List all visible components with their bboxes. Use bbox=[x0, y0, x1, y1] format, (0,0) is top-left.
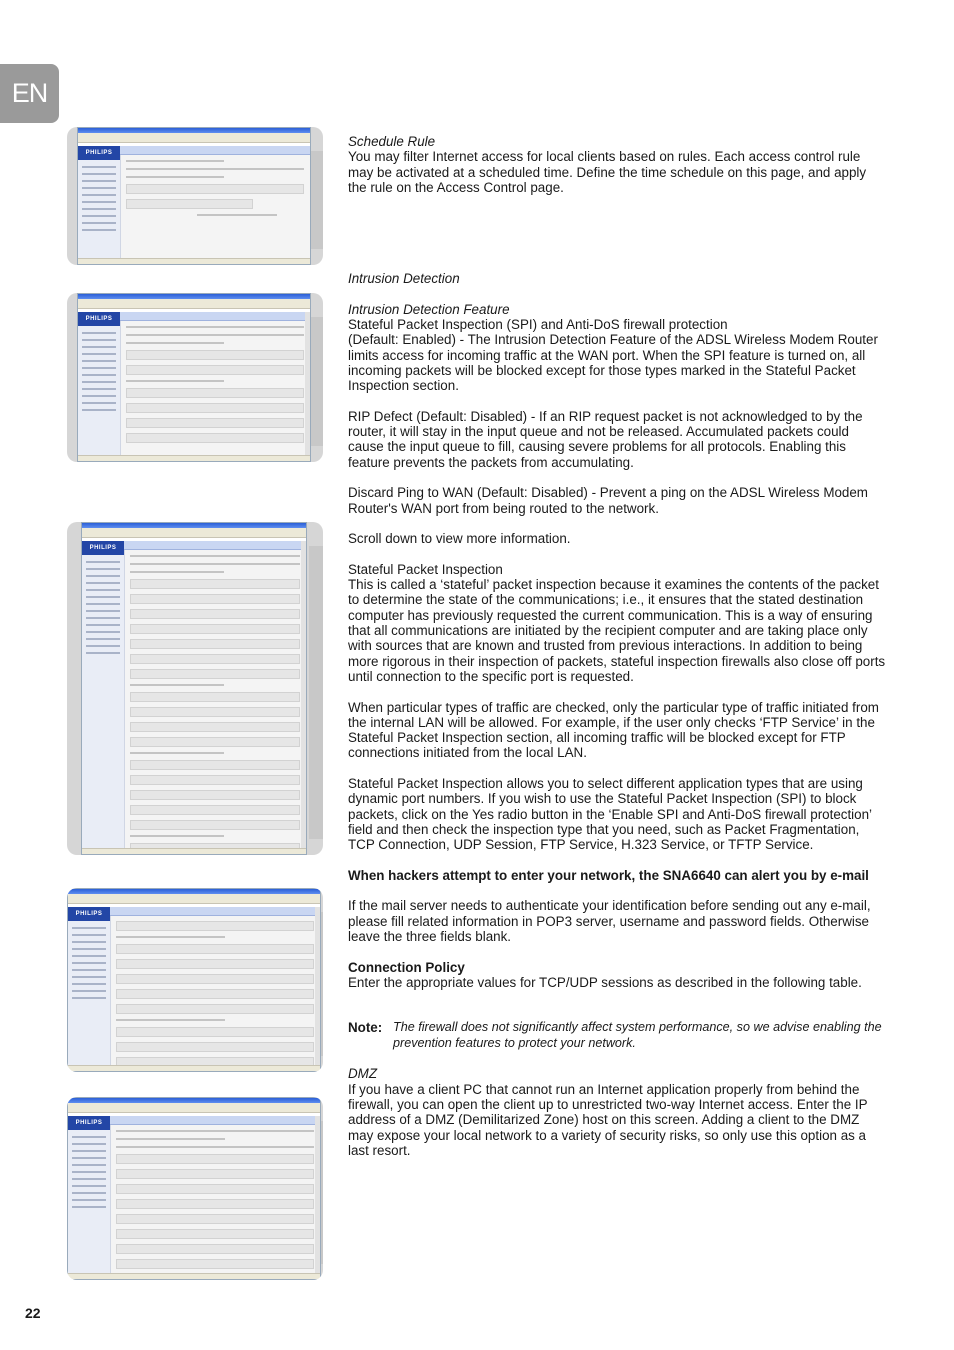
scroll-down-note: Scroll down to view more information. bbox=[348, 531, 571, 547]
note bbox=[348, 1020, 888, 1051]
thumbnail-wedge bbox=[309, 151, 323, 249]
dmz-body: If you have a client PC that cannot run an Internet application properly from behind the firewall, you can open the client up to unrestricted two-way Internet access. Enter the IP address of a DMZ (Demilitarized Zone) host on this screen. Adding a client to the DMZ may expose your local network to a variety of security risks, so only use this option as a last resort. bbox=[348, 1081, 868, 1158]
browser-window bbox=[77, 127, 311, 265]
spi-paragraph-2: When particular types of traffic are checked, only the particular type of traffic initiated from the internal LAN will be allowed. For example, if the user only checks ‘FTP Service’ in the Stateful Packet Inspection section, all incoming traffic will be blocked except for FTP connections initiated from the local LAN. bbox=[348, 699, 879, 761]
rip-defect-paragraph: RIP Defect (Default: Disabled) - If an RIP request packet is not acknowledged to by the router, it will stay in the input queue and not be released. Accumulated packets could cause the input queue to fill, causing severe problems for all protocols. Enabling this feature prevents the packets from accumulating. bbox=[348, 408, 863, 470]
spi-heading: Stateful Packet Inspection bbox=[348, 561, 503, 577]
spi-paragraph-1: This is called a ‘stateful’ packet inspection because it examines the contents of the packet to determine the state of the communications; i.e., it ensures that the stated destination computer has previously requested the current communication. This is a way of ensuring that all communications are initiated by the recipient computer and are taking place only with sources that are known and trusted from previous interactions. In addition to being more rigorous in their inspection of packets, stateful inspection firewalls also close off ports until connection to the specific port is requested. bbox=[348, 577, 886, 684]
spi-protection-title: Stateful Packet Inspection (SPI) and Anti-DoS firewall protection bbox=[348, 317, 728, 333]
thumbnail-wedge bbox=[309, 546, 323, 839]
stateful-packet-inspection-screenshot bbox=[67, 522, 323, 855]
thumbnail-wedge bbox=[309, 317, 323, 446]
schedule-rule-screenshot bbox=[67, 127, 323, 265]
manual-text bbox=[348, 134, 888, 1158]
connection-policy-heading: Connection Policy bbox=[348, 959, 465, 975]
note-label: Note: bbox=[348, 1020, 383, 1036]
philips-logo: PHILIPS bbox=[82, 541, 124, 555]
hackers-alert-body: If the mail server needs to authenticate your identification before sending out any e-mail, please fill related information in POP3 server, username and password fields. Otherwise leave the three fields blank. bbox=[348, 898, 871, 944]
philips-logo: PHILIPS bbox=[68, 1116, 110, 1130]
dmz-heading: DMZ bbox=[348, 1066, 378, 1082]
browser-window bbox=[81, 522, 307, 855]
dmz-screenshot bbox=[67, 1097, 323, 1280]
browser-window bbox=[67, 1097, 321, 1280]
philips-logo: PHILIPS bbox=[78, 146, 120, 160]
note-body: The firewall does not significantly affect system performance, so we advise enabling the prevention features to protect your network. bbox=[393, 1020, 882, 1050]
intrusion-feature-heading: Intrusion Detection Feature bbox=[348, 301, 510, 317]
schedule-rule-heading: Schedule Rule bbox=[348, 134, 436, 149]
philips-logo: PHILIPS bbox=[78, 312, 120, 326]
language-tab: EN bbox=[0, 64, 59, 123]
connection-policy-body: Enter the appropriate values for TCP/UDP sessions as described in the following table. bbox=[348, 974, 862, 990]
browser-window bbox=[77, 293, 311, 462]
browser-window bbox=[67, 888, 321, 1072]
spi-protection-body: (Default: Enabled) - The Intrusion Detection Feature of the ADSL Wireless Modem Router limits access for incoming traffic at the WAN port. When the SPI feature is turned on, all incoming packets will be blocked except for those types marked in the Stateful Packet Inspection section. bbox=[348, 332, 878, 394]
email-alert-screenshot bbox=[67, 888, 323, 1072]
intrusion-detection-heading: Intrusion Detection bbox=[348, 271, 460, 287]
philips-logo: PHILIPS bbox=[68, 907, 110, 921]
discard-ping-paragraph: Discard Ping to WAN (Default: Disabled) - Prevent a ping on the ADSL Wireless Modem Router's WAN port from being routed to the network. bbox=[348, 485, 868, 516]
page-number: 22 bbox=[25, 1305, 41, 1321]
hackers-alert-heading: When hackers attempt to enter your network, the SNA6640 can alert you by e-mail bbox=[348, 867, 869, 883]
schedule-rule-body: You may filter Internet access for local clients based on rules. Each access control rule may be activated at a scheduled time. Define the time schedule on this page, and apply the rule on the Access Control page. bbox=[348, 149, 867, 195]
spi-paragraph-3: Stateful Packet Inspection allows you to select different application types that are using dynamic port numbers. If you wish to use the Stateful Packet Inspection (SPI) to block packets, click on the Yes radio button in the ‘Enable SPI and Anti-DoS firewall protection’ field and then check the inspection type that you need, such as Packet Fragmentation, TCP Connection, UDP Session, FTP Service, H.323 Service, or TFTP Service. bbox=[348, 775, 872, 853]
intrusion-detection-screenshot bbox=[67, 293, 323, 462]
